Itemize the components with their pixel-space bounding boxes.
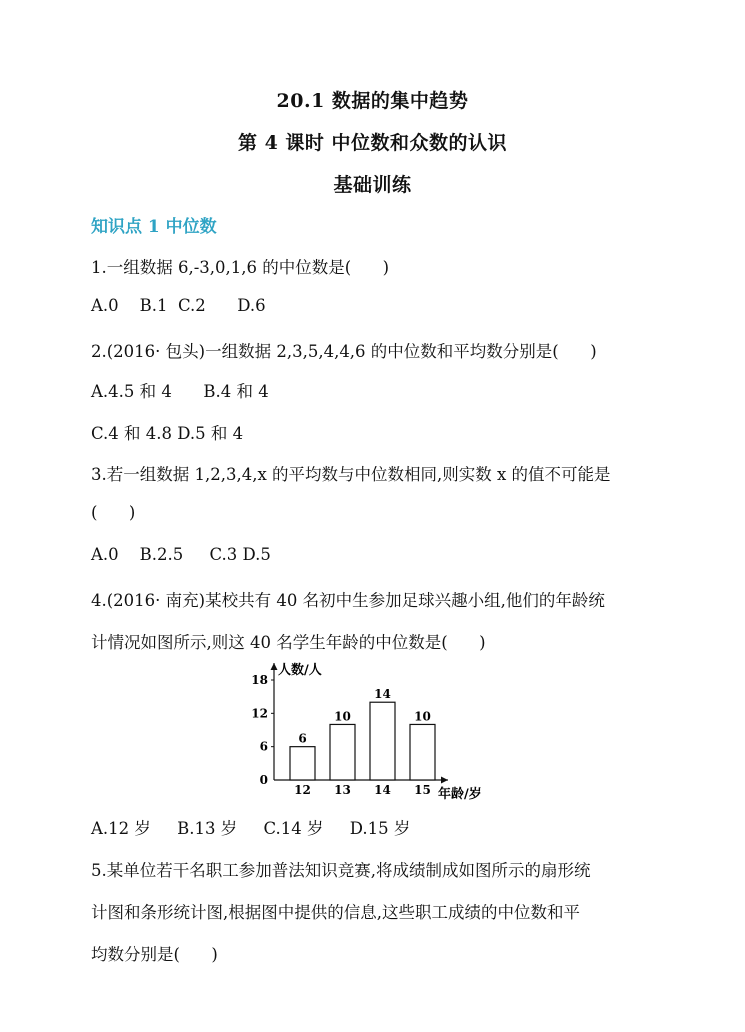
question-3-stem: 3.若一组数据 1,2,3,4,x 的平均数与中位数相同,则实数 x 的值不可能是 bbox=[91, 465, 611, 484]
bar-12 bbox=[290, 747, 315, 780]
question-5-stem: 5.某单位若干名职工参加普法知识竞赛,将成绩制成如图所示的扇形统 bbox=[91, 861, 591, 880]
question-2-stem: 2.(2016· 包头)一组数据 2,3,5,4,4,6 的中位数和平均数分别是( ) bbox=[91, 342, 597, 361]
section-title: 20.1 数据的集中趋势 bbox=[276, 90, 469, 112]
question-2-options-row2: C.4 和 4.8 D.5 和 4 bbox=[91, 424, 244, 443]
y-tick-label: 6 bbox=[259, 739, 268, 754]
sub-title: 基础训练 bbox=[333, 174, 412, 196]
bar-14 bbox=[370, 702, 395, 780]
bar-value-label: 6 bbox=[298, 731, 307, 746]
x-tick-label: 15 bbox=[414, 783, 431, 797]
bar-value-label: 10 bbox=[334, 709, 351, 724]
x-tick-label: 14 bbox=[374, 783, 391, 797]
question-3-options: A.0 B.2.5 C.3 D.5 bbox=[91, 545, 271, 564]
question-3-stem-cont: ( ) bbox=[91, 503, 136, 522]
y-axis-label: 人数/人 bbox=[278, 663, 322, 678]
age-bar-chart bbox=[240, 660, 500, 810]
x-tick-label: 13 bbox=[334, 783, 351, 797]
x-tick-label: 12 bbox=[294, 783, 311, 797]
question-4-stem: 4.(2016· 南充)某校共有 40 名初中生参加足球兴趣小组,他们的年龄统 bbox=[91, 591, 605, 610]
question-2-options-row1: A.4.5 和 4 B.4 和 4 bbox=[91, 382, 269, 401]
question-4-options: A.12 岁 B.13 岁 C.14 岁 D.15 岁 bbox=[91, 819, 411, 838]
question-5-stem-cont2: 均数分别是( ) bbox=[91, 945, 218, 964]
y-tick-label: 18 bbox=[251, 673, 268, 687]
knowledge-point-heading: 知识点 1 中位数 bbox=[91, 217, 217, 237]
lesson-title: 第 4 课时 中位数和众数的认识 bbox=[237, 132, 508, 154]
x-axis-label: 年龄/岁 bbox=[438, 787, 482, 802]
bar-13 bbox=[330, 724, 355, 780]
y-tick-label: 12 bbox=[251, 706, 268, 721]
question-4-stem-cont: 计情况如图所示,则这 40 名学生年龄的中位数是( ) bbox=[91, 633, 486, 652]
question-5-stem-cont: 计图和条形统计图,根据图中提供的信息,这些职工成绩的中位数和平 bbox=[91, 903, 580, 922]
question-1-stem: 1.一组数据 6,-3,0,1,6 的中位数是( ) bbox=[91, 258, 390, 277]
bar-15 bbox=[410, 724, 435, 780]
question-1-options: A.0 B.1 C.2 D.6 bbox=[91, 296, 266, 315]
y-tick-label: 0 bbox=[259, 773, 268, 787]
bar-value-label: 10 bbox=[414, 709, 431, 724]
bar-value-label: 14 bbox=[374, 687, 391, 702]
